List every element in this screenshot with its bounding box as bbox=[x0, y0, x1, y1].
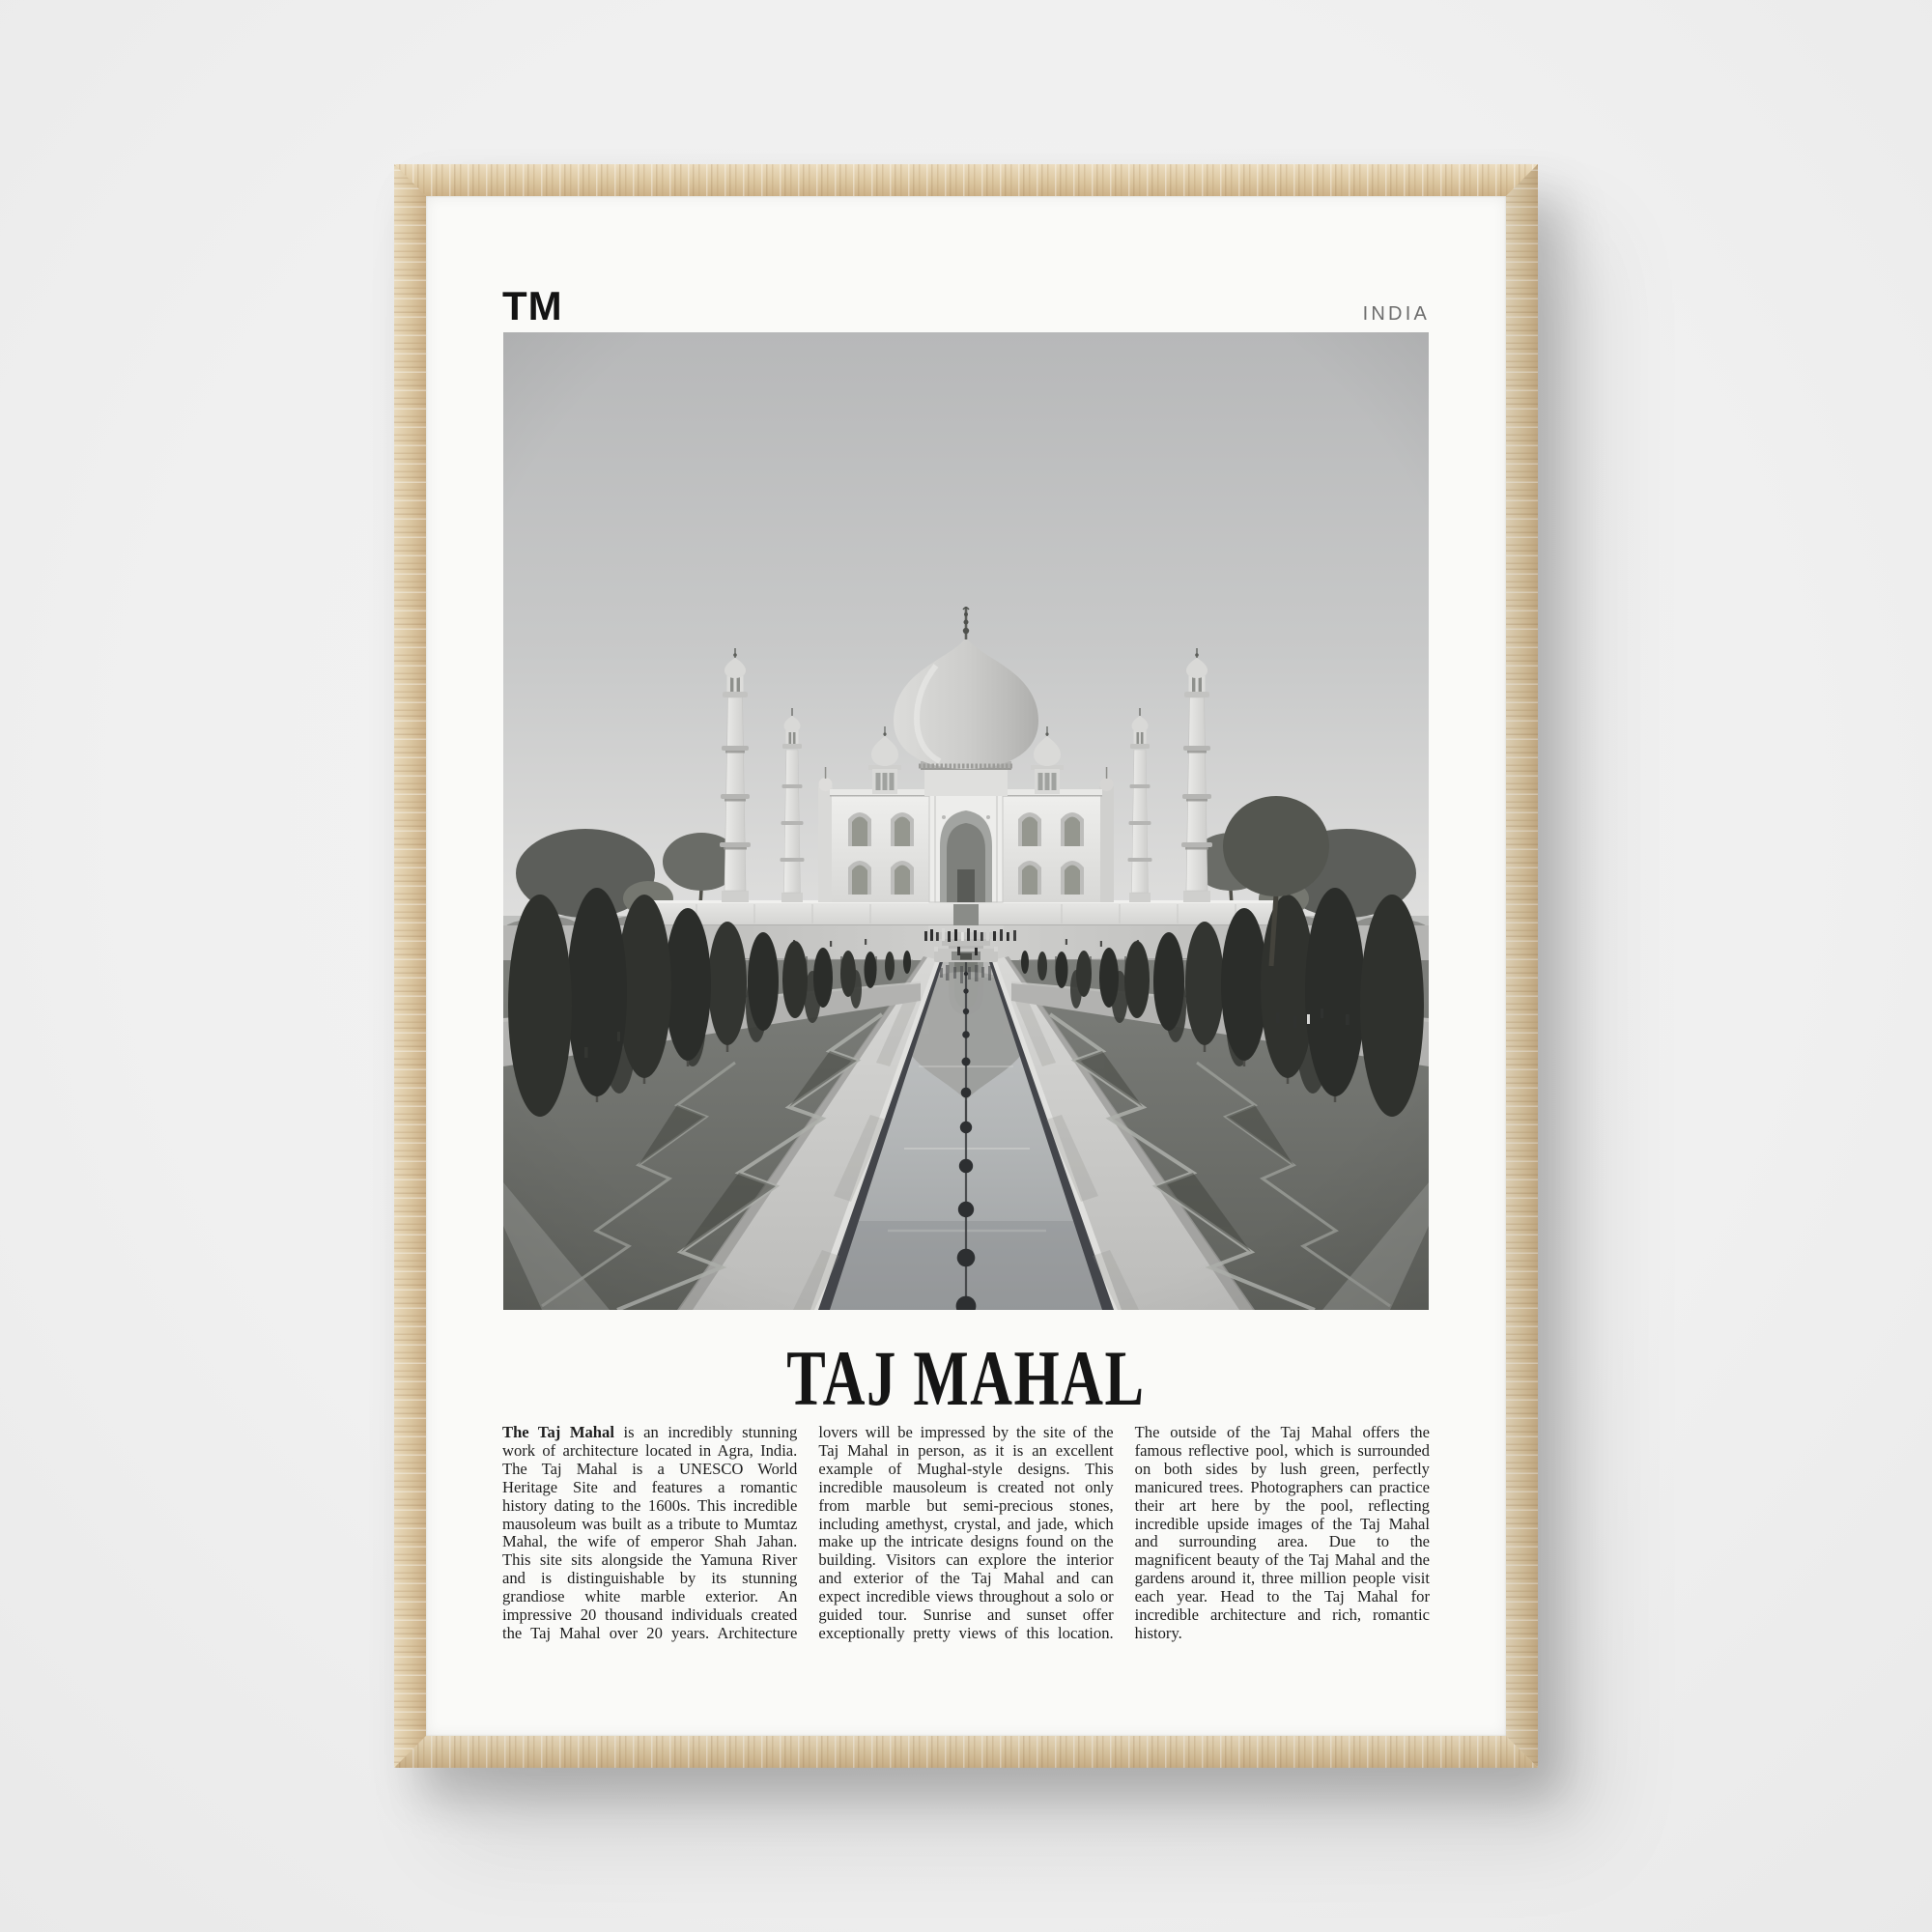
article-text bbox=[502, 1424, 1430, 1643]
poster-header bbox=[502, 283, 1430, 328]
poster bbox=[426, 196, 1506, 1736]
article-lead: The Taj Mahal bbox=[502, 1423, 614, 1441]
taj-mahal-photo bbox=[503, 332, 1429, 1310]
article-body: is an incredibly stunning work of architecture located in Agra, India. The Taj Mahal is a UNESCO World Heritage Site and features a romantic history dating to the 1600s. This incredible mausoleum was built as a tribute to Mumtaz Mahal, the wife of emperor Shah Jahan. This site sits alongside the Yamuna River and is distinguishable by its stunning grandiose white marble exterior. An impressive 20 thousand individuals created the Taj Mahal over 20 years. Architecture lovers will be impressed by the site of the Taj Mahal in person, as it is an excellent example of Mughal-style designs. This incredible mausoleum is created not only from marble but semi-precious stones, including amethyst, crystal, and jade, which make up the intricate designs found on the building. Visitors can explore the interior and exterior of the Taj Mahal and can expect incredible views throughout a solo or guided tour. Sunrise and sunset offer exceptionally pretty views of this location. The outside of the Taj Mahal offers the famous reflective pool, which is surrounded on both sides by lush green, perfectly manicured trees. Photographers can practice their art here by the pool, reflecting incredible upside images of the Taj Mahal and surrounding area. Due to the magnificent beauty of the Taj Mahal and the gardens around it, three million people visit each year. Head to the Taj Mahal for incredible architecture and rich, romantic history. bbox=[502, 1423, 1430, 1642]
poster-logo: TM bbox=[502, 283, 563, 328]
frame-bottom-rail bbox=[394, 1736, 1538, 1768]
frame-left-rail bbox=[394, 164, 426, 1768]
country-label: INDIA bbox=[1362, 303, 1430, 325]
frame-right-rail bbox=[1506, 164, 1538, 1768]
picture-frame bbox=[394, 164, 1538, 1768]
frame-top-rail bbox=[394, 164, 1538, 196]
poster-title: TAJ MAHAL bbox=[786, 1334, 1146, 1422]
